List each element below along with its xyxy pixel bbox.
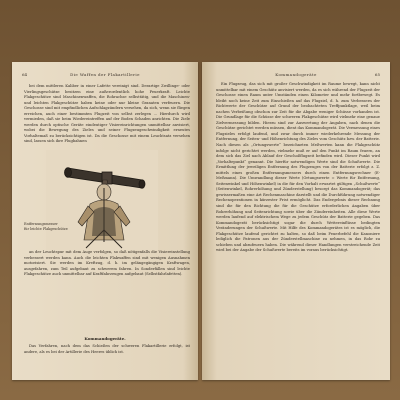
right-text-body xyxy=(216,82,380,254)
figure-caption-line-1: Entfernungsmesser xyxy=(24,222,58,226)
figure-caption xyxy=(24,222,74,232)
left-page-number: 64 xyxy=(22,72,28,77)
left-page xyxy=(12,62,198,380)
left-text-top xyxy=(24,84,190,145)
right-page-number: 65 xyxy=(374,72,380,77)
left-text-section xyxy=(24,344,190,355)
right-running-title: Kommandogeräte xyxy=(275,72,317,77)
left-paragraph-bottom: an der Leuchtspur mit dem Auge verfolgen, so daß nötigenfalls die Visiereinstellung verbessert werden kann. Auch die leichten Flakwaffen sind mit wenigen Ausnahmen motorisiert. Sie werden im Kreftzug, d. h. im gelängegängigen Kraftwagen, ausgefahren, zum Teil aufgebaut zu schwerem fahren. In Sonderfällen sind leichte Flakgeschütze auch unmittelbar auf Kraftfahrzeugen aufgebaut (Selbstfahrlafetten). xyxy=(24,250,190,277)
right-paragraph-body: Ein Flugzeug, das sich mit großer Geschwindigkeit im Raume bewegt, kann nicht unmittelbar mit einem Geschütz anvisiert werden, da es sich während der Flugzeit der Geschosse einen Raum unter Umständen einen Kilometer und mehr fortbewegt. Es bleibt noch keine Zeit zum Einschießen auf das Flugziel, d. h. zum Verbessern der Richtwerte der Geschütze auf Grund der beobachteten Treffpunktlage, weil beim nachen Verbeißung obschon zur Zeit für die Abgabe weniger Schüsse vorhanden ist. Die Grundlage für die Schüsse der schweren Flakgeschütze wird vielmehr eine genaue Zielvermessung bilden. Hierzu sind zur Auswertung der Angaben, nach denen die Geschütze gerichtet werden müssen, dient das Kommandogerät. Die Vermessung eines Flugzieles erfolgt laufend, und zwar durch immer wiederkehrende Messung der Entfernung, der Seiten- und Höhenrichtung des Zieles vom Geschütz bzw. der Batterie. Nach diesen als „Ortungswerte“ bezeichneten Meßwerten kann die Flakgeschütz infolge nicht gerichtet werden, vielmehr muß er auf den Punkt im Raum feuern, an dem sich das Ziel nach Ablauf der Geschoßflugzeit befinden wird. Dieser Punkt wird „Vorhaltepunkt“ genannt. Die hierfür notwendigen Werte sind die Schußwerte. Die Ermittlung der jeweiligen Entfernung des Flugzeuges von der Batterie erfolgt z. Z. mittels eines großen Entfernungsmessers durch einen Entfernungsrechner (E-Meßmann). Die Umwandlung dieser Werte (Ortungswerte = Werte für Entfernung, Seitenwinkel und Höhenwinkel) in die für den Vorhalt erwartet gültigen „Schußwerte“ (Seitenwinkel, Rohrerhöhung und Zünderstellung) besorgt das Kommandogerät; das gewissermaßen eine Art Rechenmaschine darstellt und die Durchführung notwendiger Rechenoperationen in kürzester Frist ermöglicht. Das Endergebnis dieser Rechnung sind die für den Richtung die für die Geschütze erforderlichen Angaben über Rohrerhöhung und Seitenrichtung sowie über die Zündereinheiten. Alle diese Werte werden laufend auf elektrischem Wege zu jedem Geschütz der Batterie gegeben. Das Kommandogerät berücksichtigt sogar die durch Wettereinflüsse bedingten Veränderungen der Schußwerte. Mit Hilfe des Kommandogerätes ist es möglich, die Flakgeschütze laufend gerichtet zu halten, so daß beim Feuerbefehl die Kanoniere lediglich die Patronen aus der Zünderstellmaschine zu nehmen, in das Rohr zu schieben und abzufeuern haben. Die während dieser Handlungen verstreichende Zeit wird bei der Angabe der Schußwerte bereits im voraus berücksichtigt. xyxy=(216,82,380,253)
left-page-header xyxy=(22,72,188,80)
rangefinder-illustration xyxy=(46,150,158,250)
left-paragraph-top: bei dem mittleren Kaliber in einer Lafette vereinigt sind. Derartige Zwillinge- oder Vierlingsgeschütze besitzen eine außerordentlich hohe Feuerkraft. Leichte Flakgeschütze sind Maschinenwaffen, die Rohrachse selbsttätig, und die Maschinen- und leichten Flakgeschütze haben keine oder nur kleine Granaten verfeuern. Die Geschosse sind mit empfindlichen Aufschlagzündern versehen, da sich, wenn sie fliegen erreichen, auch einer bestimmten Flugzeit von selbst zerlegen ... Hierdurch wird vermieden, daß sie beim Wiedereintreffen auf der Boden Schaden anrichten. Die Ziele werden durch optische Geräte eindeutiger Visiereinrichtungen unmittelbar anvisiert, wobei die Bewegung des Zieles und seiner Flugzeugeschwindigkeit erneutes Vorhaltemaß zu berücksichtigen ist. Da die Geschosse mit einem Leuchtsatz versehen sind, lassen sich ihre Flugbahnen xyxy=(24,84,190,144)
figure-caption-line-2: für leichte Flakgeschütze xyxy=(24,227,68,231)
right-page-header xyxy=(212,72,380,80)
right-page xyxy=(202,62,390,380)
left-running-title: Die Waffen der Flakartillerie xyxy=(70,72,140,77)
left-paragraph-section: Das Verfahren, nach dem das Schießen der schweren Flakartillerie erfolgt, ist andere, als es bei der Artillerie des Heeres üblich ist. xyxy=(24,344,190,354)
left-text-bottom xyxy=(24,250,190,278)
section-heading-kommandogeraete: Kommandogeräte. xyxy=(84,336,126,341)
